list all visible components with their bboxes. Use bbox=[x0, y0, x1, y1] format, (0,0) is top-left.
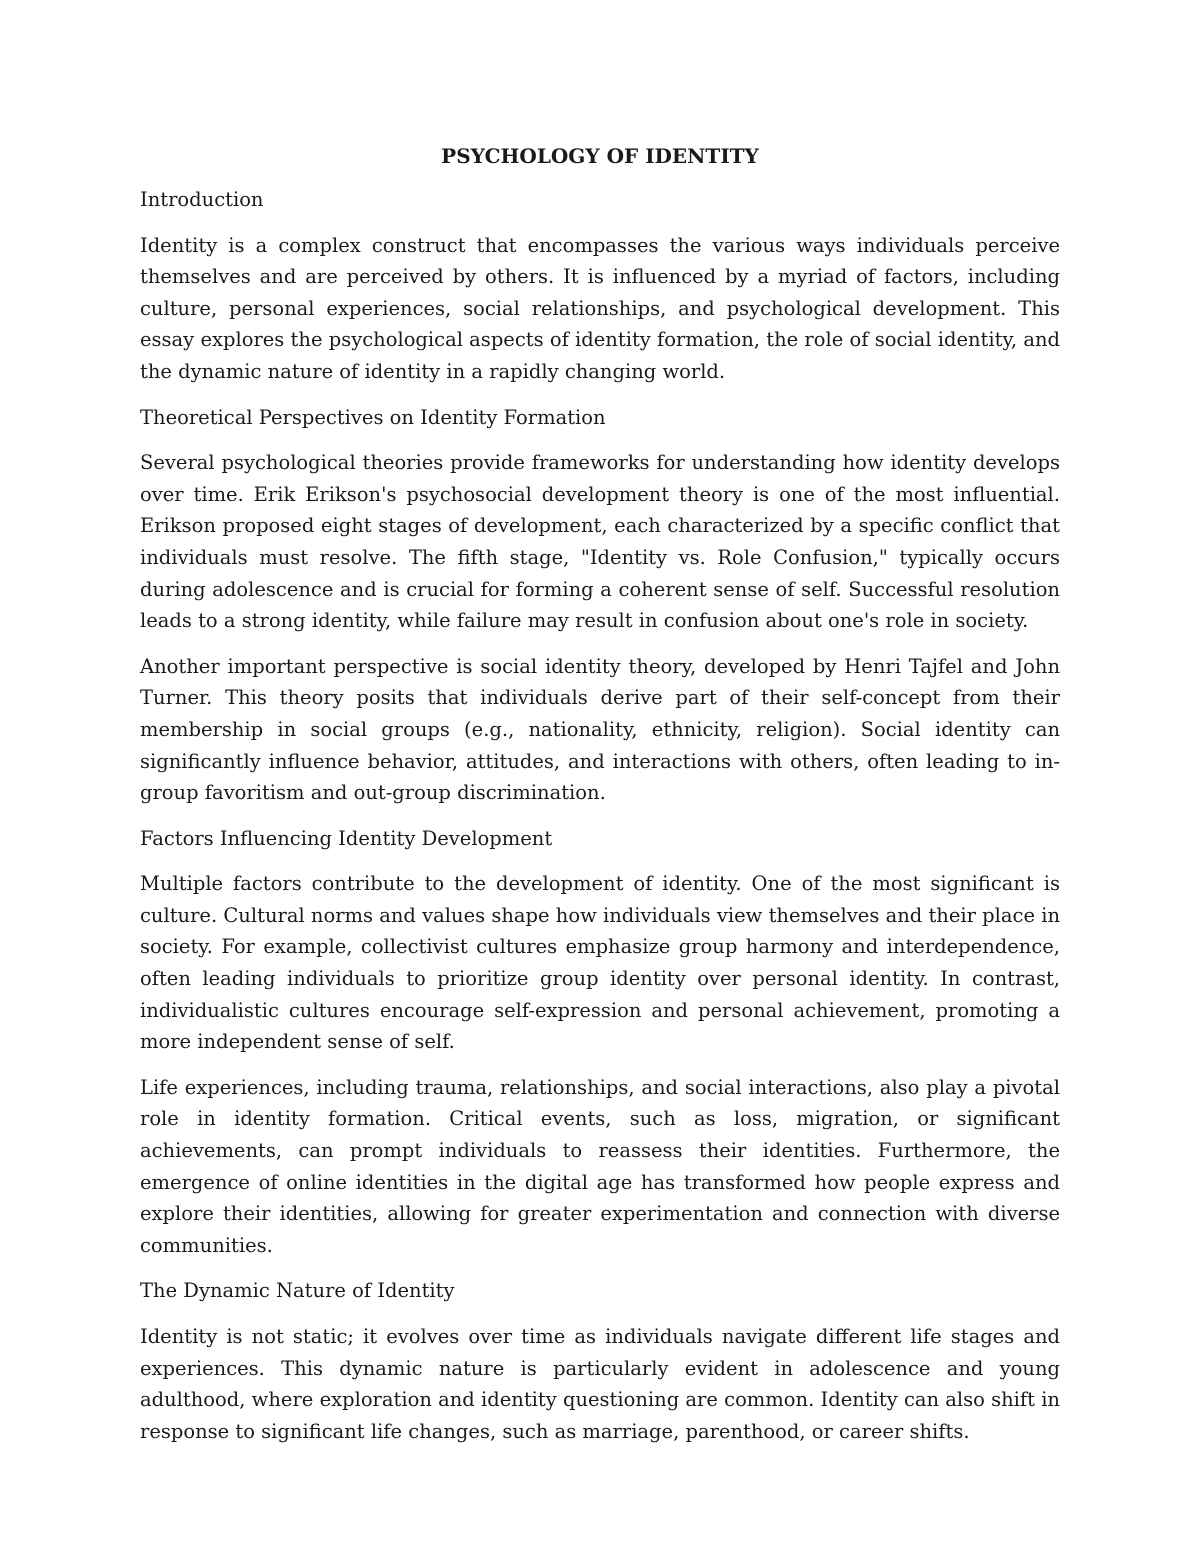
document-page bbox=[140, 138, 1060, 1461]
section-heading: Factors Influencing Identity Development bbox=[140, 826, 553, 850]
section-dynamic-nature bbox=[140, 1275, 1060, 1447]
section-introduction bbox=[140, 184, 1060, 388]
section-theoretical-perspectives bbox=[140, 402, 1060, 809]
document-title: PSYCHOLOGY OF IDENTITY bbox=[441, 144, 759, 168]
section-heading: Introduction bbox=[140, 188, 264, 211]
section-heading: The Dynamic Nature of Identity bbox=[140, 1279, 455, 1303]
paragraph: Another important perspective is social identity theory, developed by Henri Tajfel and John Turner. This theory posits that individuals derive part of their self-concept from their membership in social groups (e.g., nationality, ethnicity, religion). Social identity can significantly influence behavior, attitudes, and interactions with others, often leading to in-group favoritism and out-group discrimination. bbox=[140, 654, 1060, 805]
paragraph: Identity is not static; it evolves over time as individuals navigate different life stages and experiences. This dynamic nature is particularly evident in adolescence and young adulthood, where exploration and identity questioning are common. Identity can also shift in response to significant life changes, such as marriage, parenthood, or career shifts. bbox=[140, 1325, 1060, 1443]
paragraph: Multiple factors contribute to the development of identity. One of the most significant is culture. Cultural norms and values shape how individuals view themselves and their place in society. For example, collectivist cultures emphasize group harmony and interdependence, often leading individuals to prioritize group identity over personal identity. In contrast, individualistic cultures encourage self-expression and personal achievement, promoting a more independent sense of self. bbox=[140, 872, 1060, 1054]
paragraph: Several psychological theories provide frameworks for understanding how identity develops over time. Erik Erikson's psychosocial development theory is one of the most influential. Erikson proposed eight stages of development, each characterized by a specific conflict that individuals must resolve. The fifth stage, "Identity vs. Role Confusion," typically occurs during adolescence and is crucial for forming a coherent sense of self. Successful resolution leads to a strong identity, while failure may result in confusion about one's role in society. bbox=[140, 451, 1060, 633]
section-heading: Theoretical Perspectives on Identity Formation bbox=[140, 405, 606, 429]
section-factors-influencing bbox=[140, 823, 1060, 1262]
paragraph: Identity is a complex construct that encompasses the various ways individuals perceive themselves and are perceived by others. It is influenced by a myriad of factors, including culture, personal experiences, social relationships, and psychological development. This essay explores the psychological aspects of identity formation, the role of social identity, and the dynamic nature of identity in a rapidly changing world. bbox=[140, 233, 1060, 383]
paragraph: Life experiences, including trauma, relationships, and social interactions, also play a pivotal role in identity formation. Critical events, such as loss, migration, or significant achievements, can prompt individuals to reassess their identities. Furthermore, the emergence of online identities in the digital age has transformed how people express and explore their identities, allowing for greater experimentation and connection with diverse communities. bbox=[140, 1075, 1060, 1257]
